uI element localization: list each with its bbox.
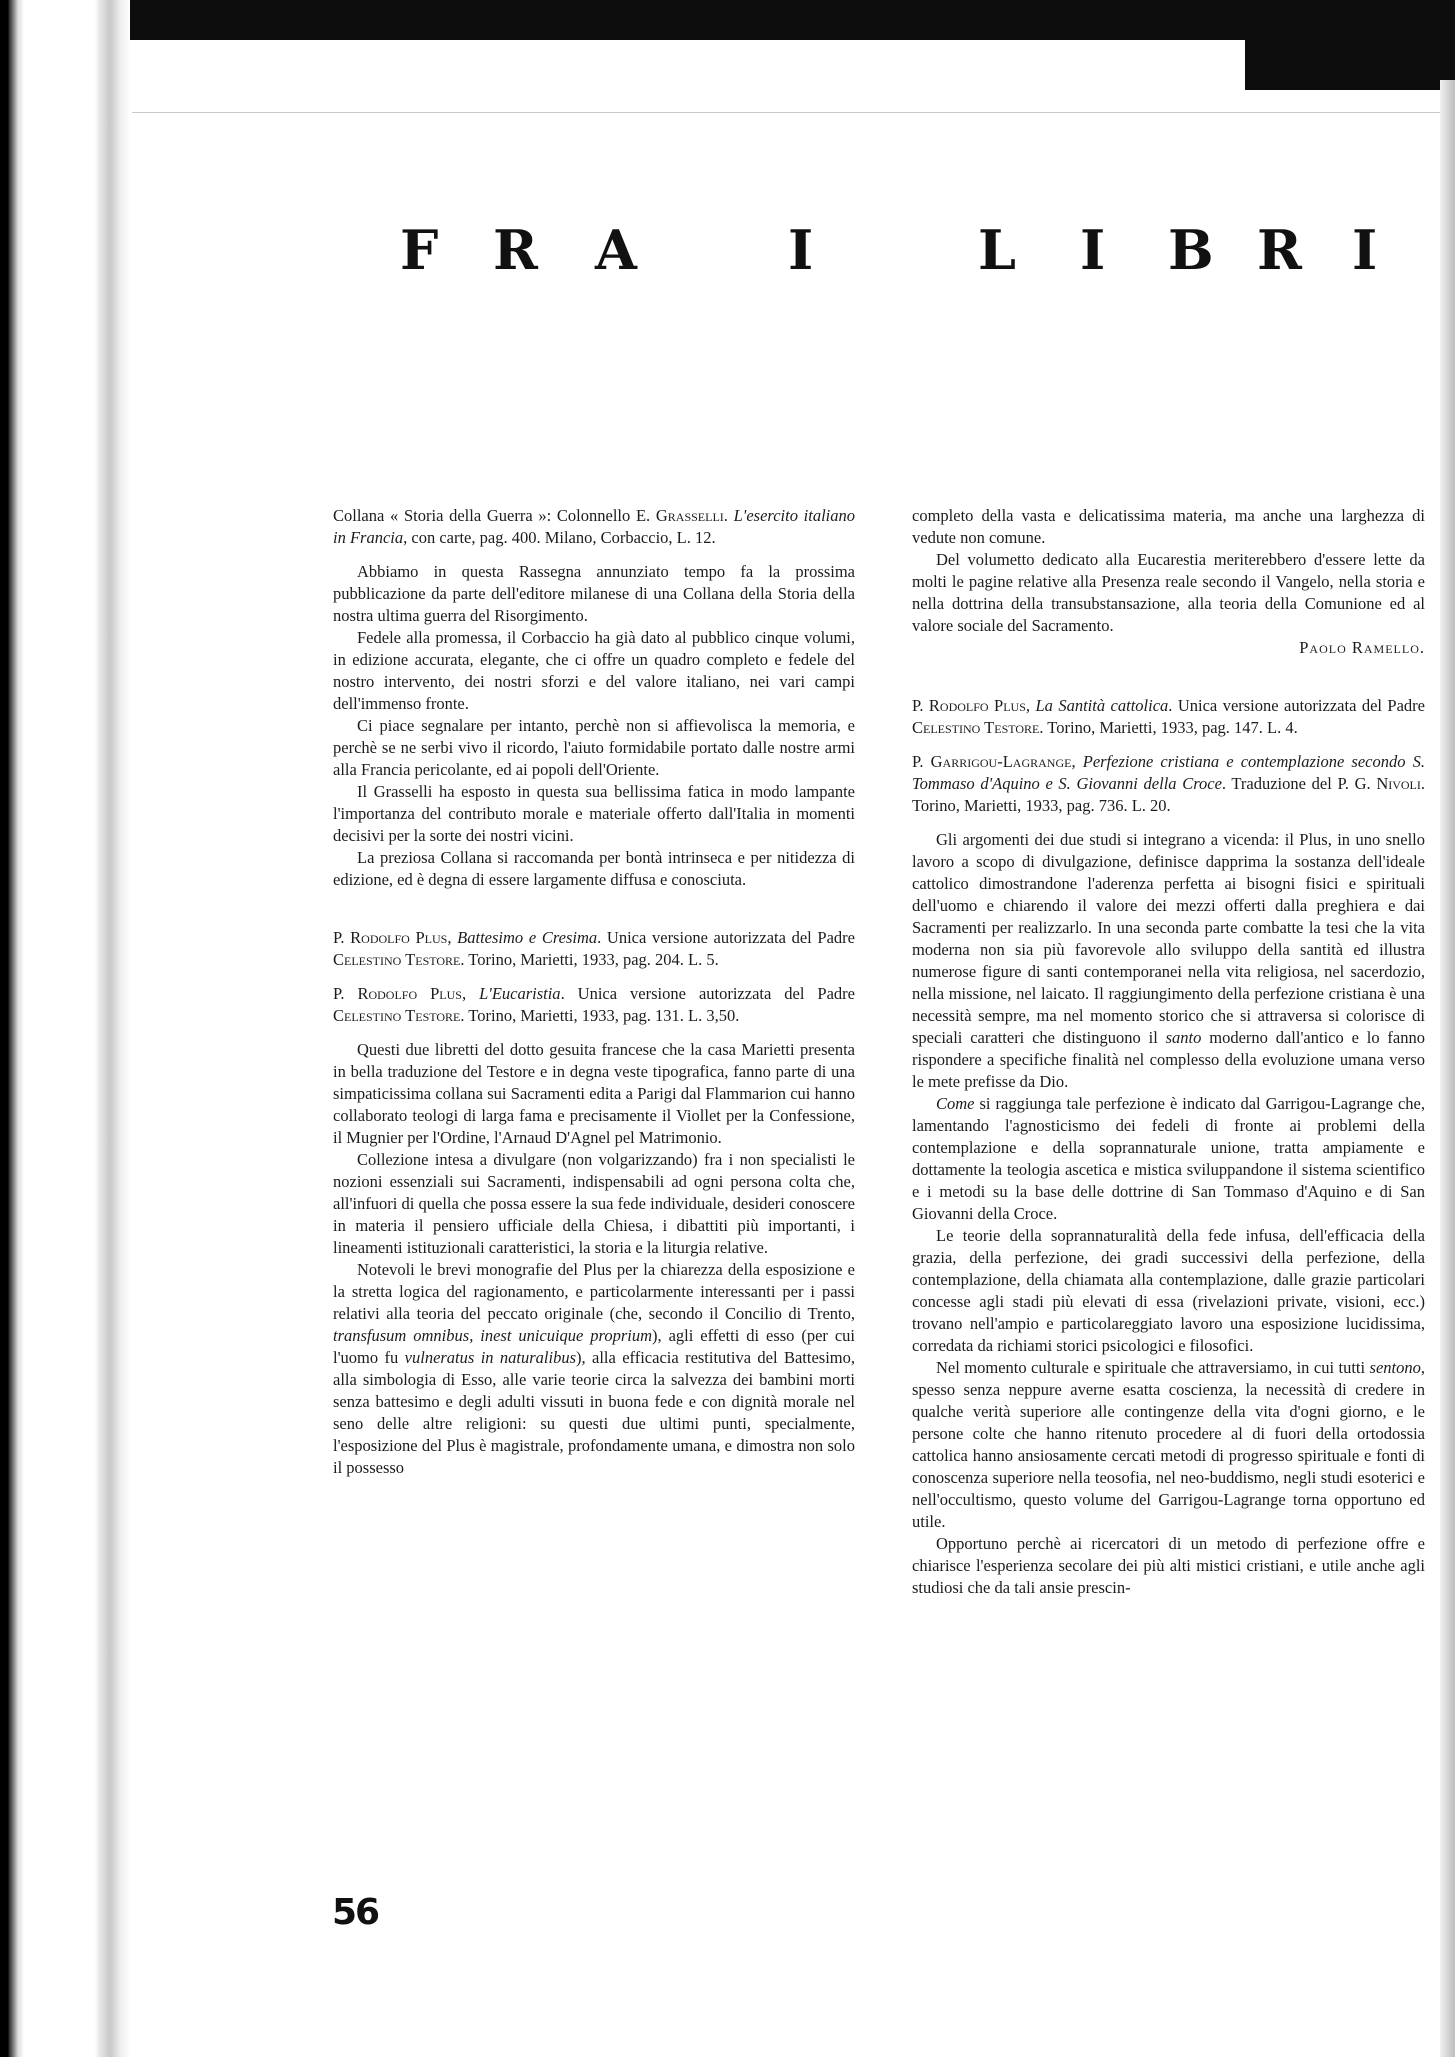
latin-quote: vulneratus in naturalibus xyxy=(404,1348,577,1367)
review-paragraph: Le teorie della soprannaturalità della fede infusa, dell'efficacia della grazia, della perfezione, dei gradi successivi della perfezione, della contemplazione, della chiamata alla contemplazione, dalle grazie particolari concesse agli stadi più elevati di essa (rivelazioni private, visioni, ecc.) trovano nell'ampio e particolareggiato lavoro una esposizione lucidissima, corredata da richiami storici psicologici e filosofici. xyxy=(912,1226,1425,1355)
heading-letter: L xyxy=(978,218,1016,282)
scan-line xyxy=(132,112,1455,113)
review-paragraph: Del volumetto dedicato alla Eucarestia meriterebbero d'essere lette da molti le pagine relative alla Presenza reale secondo il Vangelo, nella storia e nella dottrina della transubstansazione, alla teoria della Comunione ed al valore sociale del Sacramento. xyxy=(912,550,1425,635)
heading-letter: A xyxy=(595,218,637,282)
page-right-edge xyxy=(1440,80,1455,2057)
book-entry: P. Rodolfo Plus, Battesimo e Cresima. Unica versione autorizzata del Padre Celestino Testore. Torino, Marietti, 1933, pag. 204. L. 5. xyxy=(333,928,855,969)
section-heading xyxy=(400,218,1378,282)
heading-letter: I xyxy=(1080,218,1106,282)
book-title: L'Eucaristia xyxy=(479,984,561,1003)
book-entry: P. Rodolfo Plus, La Santità cattolica. Unica versione autorizzata del Padre Celestino Testore. Torino, Marietti, 1933, pag. 147. L. 4. xyxy=(912,696,1426,737)
review-paragraph: Questi due libretti del dotto gesuita francese che la casa Marietti presenta in bella traduzione del Testore e in degna veste tipografica, fanno parte di una simpaticissima collana sui Sacramenti edita a Parigi dal Flammarion cui hanno collaborato teologi di larga fama e precisamente il Viollet per la Confessione, il Mugnier per l'Ordine, l'Arnaud D'Agnel pel Matrimonio. xyxy=(333,1040,855,1147)
translator: Celestino Testore xyxy=(912,718,1040,737)
book-title: L'esercito italiano in Francia xyxy=(333,506,855,547)
review-paragraph: Collezione intesa a divulgare (non volgarizzando) fra i non specialisti le nozioni essenziali sui Sacramenti, indispensabili ad ogni persona colta che, all'infuori di quella che possa essere la sua fede individuale, desideri conoscere in materia il pensiero ufficiale della Chiesa, i dibattiti più importanti, i lineamenti istituzionali caratteristici, la storia e la liturgia relative. xyxy=(333,1150,855,1257)
heading-letter: F xyxy=(400,218,439,282)
author: Rodolfo Plus xyxy=(357,984,462,1003)
translator: Nivoli xyxy=(1376,774,1421,793)
page-number: 56 xyxy=(332,1892,379,1933)
book-title: La Santità cattolica xyxy=(1035,696,1169,715)
review-paragraph: Nel momento culturale e spirituale che attraversiamo, in cui tutti sentono, spesso senza neppure averne esatta coscienza, la necessità di credere in qualche verità superiore alle contingenze della vita d'ogni giorno, e le persone colte che hanno ritenuto procedere al di fuori della ortodossia cattolica hanno ansiosamente cercati metodi di progresso spirituale e fonti di conoscenza superiore nella teosofia, nel neo-buddismo, negli studi esoterici e nell'occultismo, questo volume del Garrigou-Lagrange torna opportuno ed utile. xyxy=(912,1358,1425,1531)
heading-letter: B xyxy=(1168,218,1214,282)
author: Rodolfo Plus xyxy=(350,928,448,947)
book-binding-edge xyxy=(0,0,130,2057)
heading-letter: I xyxy=(1352,218,1378,282)
author: Rodolfo Plus xyxy=(928,696,1026,715)
author: Garrigou-Lagrange xyxy=(930,752,1072,771)
latin-quote: transfusum omnibus, inest unicuique proprium xyxy=(333,1326,653,1345)
left-column xyxy=(333,505,855,1479)
review-paragraph: Gli argomenti dei due studi si integrano a vicenda: il Plus, in uno snello lavoro a scopo di divulgazione, definisce dapprima la sostanza dell'ideale cattolico dimostrandone l'aderenza perfetta ai bisogni fisici e spirituali dell'uomo e chiarendo il valore dei mezzi offerti dalla preghiera e dai Sacramenti per realizzarlo. In una seconda parte combatte la tesi che la vita moderna non sia più favorevole allo sviluppo della santità ed illustra numerose figure di santi contemporanei nella vita religiosa, nel sacerdozio, nella missione, nel laicato. Il raggiungimento della perfezione cristiana è una necessità sempre, ma nel momento storico che si attraversa si colorisce di speciali caratteri che distinguono il santo moderno dall'antico e lo fanno rispondere a specifiche finalità nel complesso della evoluzione umana verso le mete prefisse da Dio. xyxy=(912,830,1425,1091)
scan-top-right-shadow xyxy=(1245,38,1455,90)
review-paragraph: Notevoli le brevi monografie del Plus per la chiarezza della esposizione e la stretta logica del ragionamento, e particolarmente interessanti per i passi relativi alla teoria del peccato originale (che, secondo il Concilio di Trento, transfusum omnibus, inest unicuique proprium), agli effetti di esso (per cui l'uomo fu vulneratus in naturalibus), alla efficacia restitutiva del Battesimo, alla simbologia di Esso, alle varie teorie circa la salvezza dei bambini morti senza battesimo e degli adulti vissuti in buona fede e con dignità morale nel seno delle altre religioni: su questi due ultimi punti, specialmente, l'esposizione del Plus è magistrale, profondamente umana, e dimostra non solo il possesso xyxy=(333,1260,856,1477)
scan-top-shadow xyxy=(0,0,1455,40)
book-entry: P. Garrigou-Lagrange, Perfezione cristiana e contemplazione secondo S. Tommaso d'Aquino e S. Giovanni della Croce. Traduzione del P. G. Nivoli. Torino, Marietti, 1933, pag. 736. L. 20. xyxy=(912,752,1426,815)
reviewer-signature: Paolo Ramello. xyxy=(1299,638,1425,657)
right-column xyxy=(912,505,1425,1599)
translator: Celestino Testore xyxy=(333,950,461,969)
book-entry: P. Rodolfo Plus, L'Eucaristia. Unica versione autorizzata del Padre Celestino Testore. Torino, Marietti, 1933, pag. 131. L. 3,50. xyxy=(333,984,856,1025)
review-paragraph: Opportuno perchè ai ricercatori di un metodo di perfezione offre e chiarisce l'esperienza secolare dei più alti mistici cristiani, e utile anche agli studiosi che da tali ansie prescin- xyxy=(912,1534,1425,1597)
review-paragraph: Abbiamo in questa Rassegna annunziato tempo fa la prossima pubblicazione da parte dell'editore milanese di una Collana della Storia della nostra ultima guerra del Risorgimento. xyxy=(333,562,855,625)
heading-letter: I xyxy=(788,218,814,282)
heading-letter: R xyxy=(493,218,538,282)
translator: Celestino Testore xyxy=(333,1006,461,1025)
review-paragraph: Come si raggiunga tale perfezione è indicato dal Garrigou-Lagrange che, lamentando l'agnosticismo dei fedeli di fronte ai problemi della contemplazione e della soprannaturale unione, tratta ampiamente e dottamente la teologia ascetica e mistica sviluppandone il sistema scientifico e i metodi su la base delle dottrine di San Tommaso d'Aquino e di San Giovanni della Croce. xyxy=(912,1094,1425,1223)
book-title: Battesimo e Cresima xyxy=(457,928,598,947)
review-paragraph: Ci piace segnalare per intanto, perchè non si affievolisca la memoria, e perchè se ne serbi vivo il ricordo, l'aiuto formidabile portato dalle nostre armi alla Francia pericolante, ed ai popoli dell'Oriente. xyxy=(333,716,855,779)
review-paragraph: Il Grasselli ha esposto in questa sua bellissima fatica in modo lampante l'importanza del contributo morale e materiale offerto dall'Italia in momenti decisivi per la sorte dei nostri vicini. xyxy=(333,782,855,845)
review-paragraph: Fedele alla promessa, il Corbaccio ha già dato al pubblico cinque volumi, in edizione accurata, elegante, che ci offre un quadro completo e fedele del nostro intervento, dei nostri sforzi e del valore italiano, nei vari campi dell'immenso fronte. xyxy=(333,628,855,713)
review-paragraph: La preziosa Collana si raccomanda per bontà intrinseca e per nitidezza di edizione, ed è degna di essere largamente diffusa e conosciuta. xyxy=(333,848,855,889)
book-entry: Collana « Storia della Guerra »: Colonnello E. Grasselli. L'esercito italiano in Francia, con carte, pag. 400. Milano, Corbaccio, L. 12. xyxy=(333,506,855,547)
review-paragraph: completo della vasta e delicatissima materia, ma anche una larghezza di vedute non comune. xyxy=(912,506,1425,547)
book-title: Perfezione cristiana e contemplazione secondo S. Tommaso d'Aquino e S. Giovanni della Croce xyxy=(912,752,1426,793)
heading-letter: R xyxy=(1257,218,1302,282)
author: Grasselli xyxy=(655,506,724,525)
